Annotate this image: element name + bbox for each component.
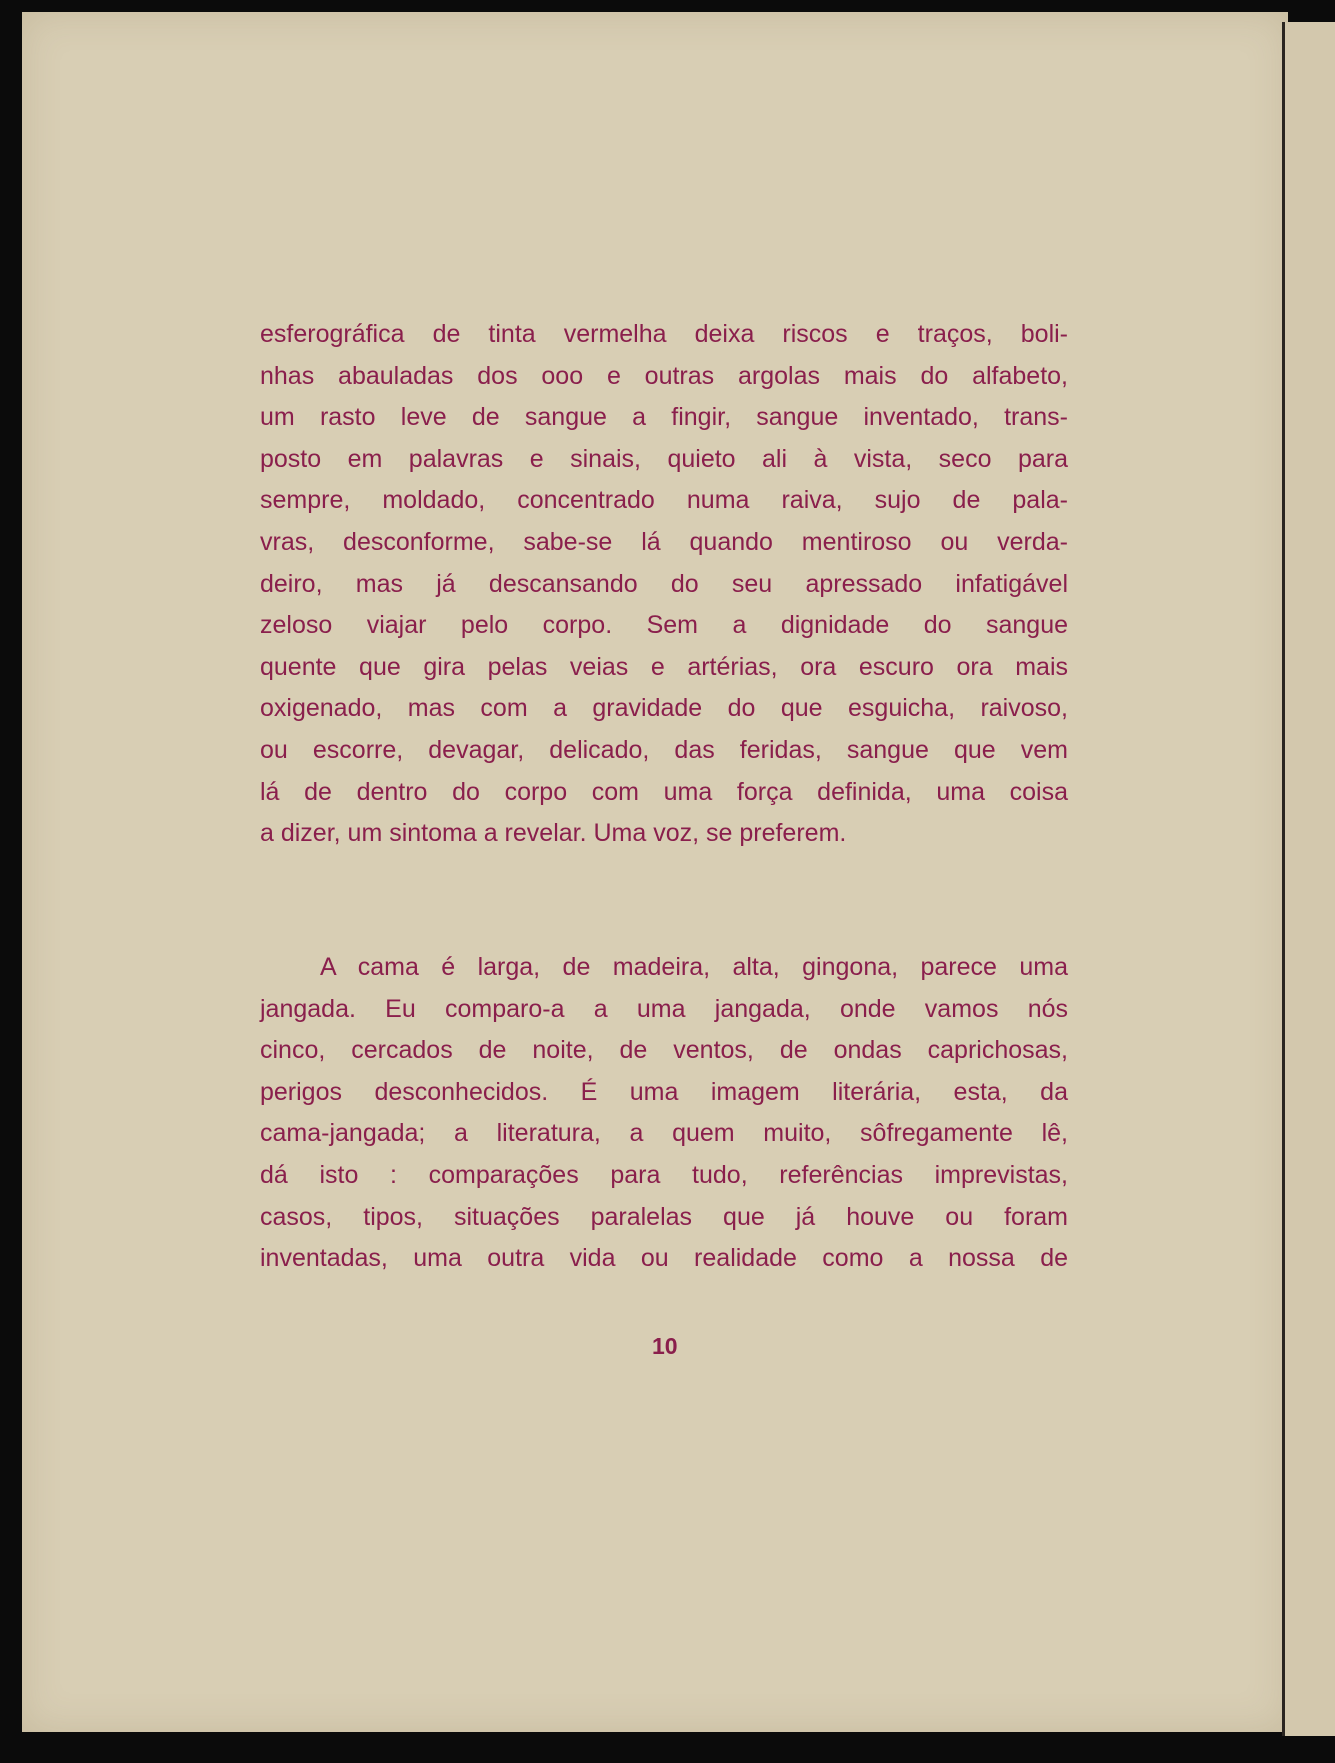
text-line: casos, tipos, situações paralelas que já houve ou foram: [260, 1202, 1068, 1231]
text-line: lá de dentro do corpo com uma força definida, uma coisa: [260, 777, 1068, 806]
text-line: oxigenado, mas com a gravidade do que esguicha, raivoso,: [260, 694, 1068, 723]
text-line: posto em palavras e sinais, quieto ali à vista, seco para: [260, 444, 1068, 473]
text-line: sempre, moldado, concentrado numa raiva, sujo de pala-: [260, 486, 1068, 515]
adjacent-page-edge: [1282, 22, 1335, 1736]
page-number: 10: [652, 1333, 678, 1359]
book-page: [22, 12, 1288, 1732]
text-line: cinco, cercados de noite, de ventos, de ondas caprichosas,: [260, 1036, 1068, 1065]
text-line: nhas abauladas dos ooo e outras argolas mais do alfabeto,: [260, 361, 1068, 390]
text-line: deiro, mas já descansando do seu apressado infatigável: [260, 569, 1068, 598]
text-line: a dizer, um sintoma a revelar. Uma voz, se preferem.: [260, 819, 847, 848]
text-line: perigos desconhecidos. É uma imagem literária, esta, da: [260, 1077, 1068, 1106]
paragraph-1: [260, 314, 1068, 855]
text-line: esferográfica de tinta vermelha deixa riscos e traços, boli-: [260, 320, 1068, 348]
text-line: quente que gira pelas veias e artérias, ora escuro ora mais: [260, 652, 1068, 681]
text-line: inventadas, uma outra vida ou realidade como a nossa de: [260, 1244, 1068, 1273]
text-line: ou escorre, devagar, delicado, das feridas, sangue que vem: [260, 735, 1068, 764]
text-line: vras, desconforme, sabe-se lá quando mentiroso ou verda-: [260, 527, 1068, 556]
text-line: um rasto leve de sangue a fingir, sangue inventado, trans-: [260, 403, 1068, 432]
text-line: dá isto : comparações para tudo, referências imprevistas,: [260, 1160, 1068, 1189]
paragraph-2: [260, 947, 1068, 1280]
text-line: cama-jangada; a literatura, a quem muito, sôfregamente lê,: [260, 1119, 1068, 1148]
text-line: A cama é larga, de madeira, alta, gingona, parece uma: [320, 953, 1068, 981]
text-line: zeloso viajar pelo corpo. Sem a dignidade do sangue: [260, 611, 1068, 640]
text-line: jangada. Eu comparo-a a uma jangada, onde vamos nós: [260, 994, 1068, 1023]
